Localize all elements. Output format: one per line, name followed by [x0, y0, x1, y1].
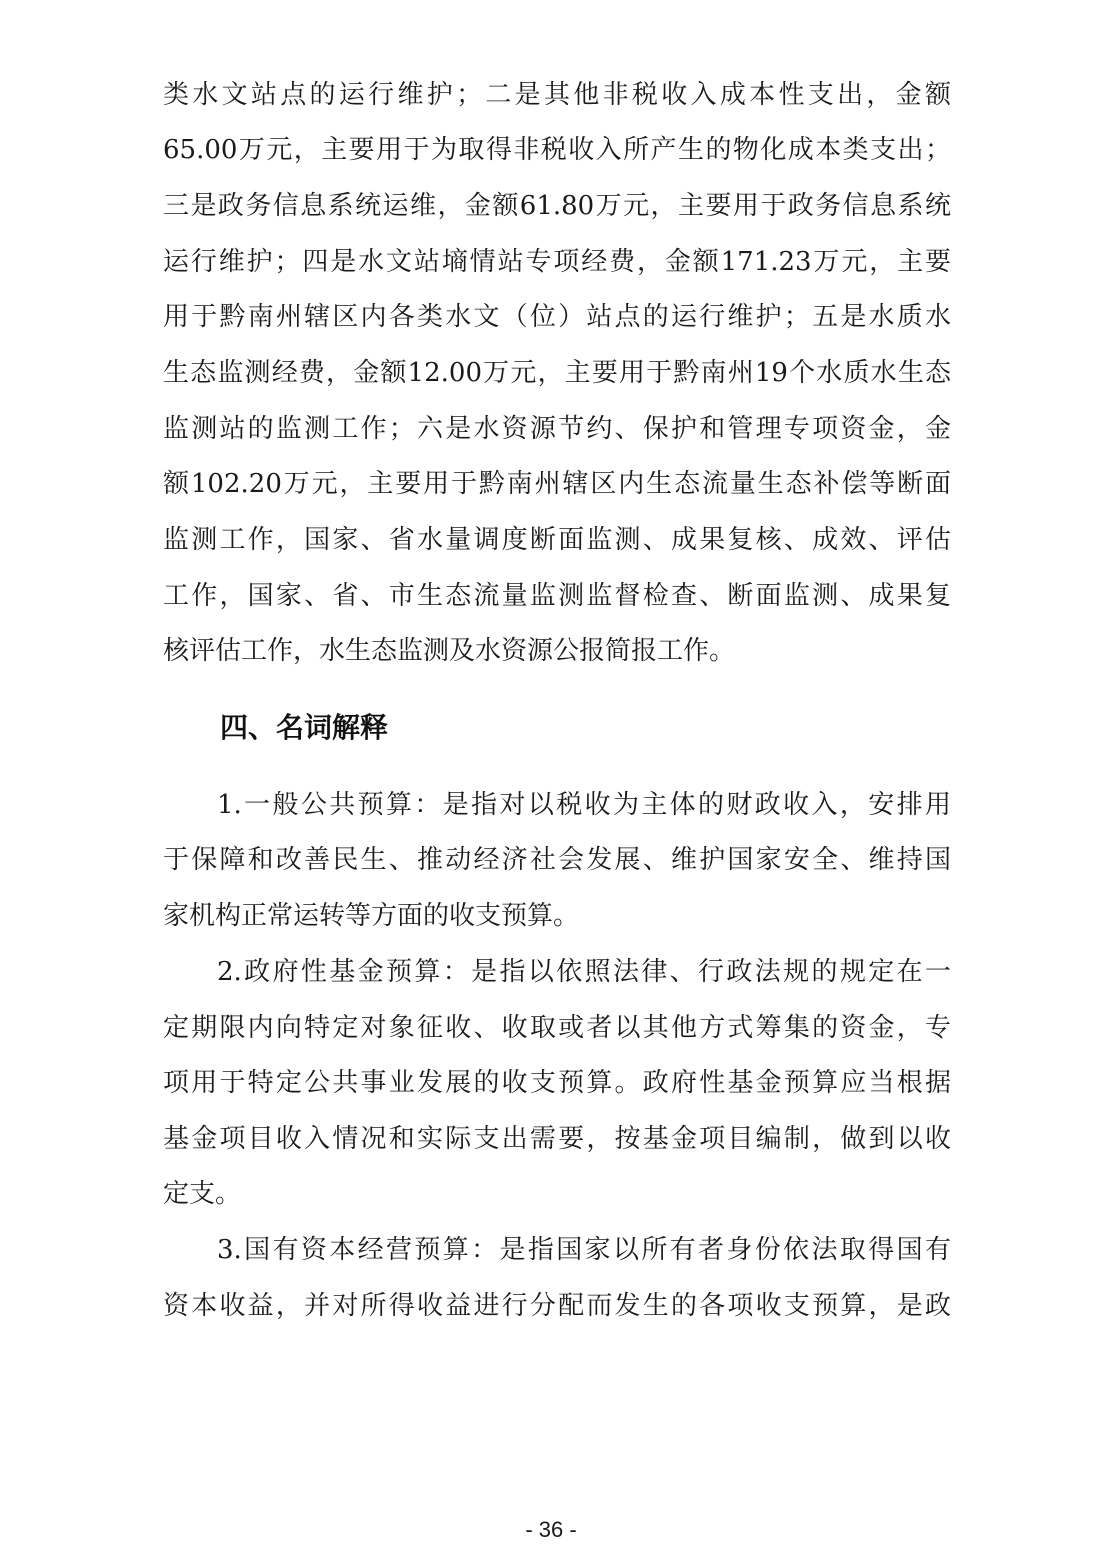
- definition-line: 定支。: [163, 1179, 242, 1209]
- paragraph-line: 65.00万元，主要用于为取得非税收入所产生的物化成本类支出；: [163, 135, 951, 165]
- definition-line: 3.国有资本经营预算：是指国家以所有者身份依法取得国有: [217, 1235, 951, 1265]
- paragraph-line: 运行维护；四是水文站墒情站专项经费，金额171.23万元，主要: [163, 247, 951, 277]
- paragraph-line: 核评估工作，水生态监测及水资源公报简报工作。: [163, 636, 736, 666]
- paragraph-line: 监测工作，国家、省水量调度断面监测、成果复核、成效、评估: [163, 525, 951, 555]
- definition-line: 项用于特定公共事业发展的收支预算。政府性基金预算应当根据: [163, 1068, 951, 1098]
- paragraph-line: 生态监测经费，金额12.00万元，主要用于黔南州19个水质水生态: [163, 358, 951, 388]
- paragraph-line: 工作，国家、省、市生态流量监测监督检查、断面监测、成果复: [163, 581, 951, 611]
- definition-line: 基金项目收入情况和实际支出需要，按基金项目编制，做到以收: [163, 1124, 951, 1154]
- paragraph-line: 类水文站点的运行维护；二是其他非税收入成本性支出，金额: [163, 80, 951, 110]
- page-number: - 36 -: [525, 1517, 577, 1542]
- paragraph-line: 额102.20万元，主要用于黔南州辖区内生态流量生态补偿等断面: [163, 469, 951, 499]
- definition-line: 家机构正常运转等方面的收支预算。: [163, 901, 580, 931]
- definition-line: 2.政府性基金预算：是指以依照法律、行政法规的规定在一: [217, 957, 951, 987]
- paragraph-line: 监测站的监测工作；六是水资源节约、保护和管理专项资金，金: [163, 414, 951, 444]
- definition-line: 定期限内向特定对象征收、收取或者以其他方式筹集的资金，专: [163, 1013, 951, 1043]
- definition-line: 于保障和改善民生、推动经济社会发展、维护国家安全、维持国: [163, 845, 951, 875]
- definition-line: 1.一般公共预算：是指对以税收为主体的财政收入，安排用: [217, 790, 951, 820]
- paragraph-line: 三是政务信息系统运维，金额61.80万元，主要用于政务信息系统: [163, 191, 951, 221]
- definition-line: 资本收益，并对所得收益进行分配而发生的各项收支预算，是政: [163, 1291, 951, 1321]
- section-heading: 四、名词解释: [220, 711, 389, 744]
- paragraph-line: 用于黔南州辖区内各类水文（位）站点的运行维护；五是水质水: [163, 302, 951, 332]
